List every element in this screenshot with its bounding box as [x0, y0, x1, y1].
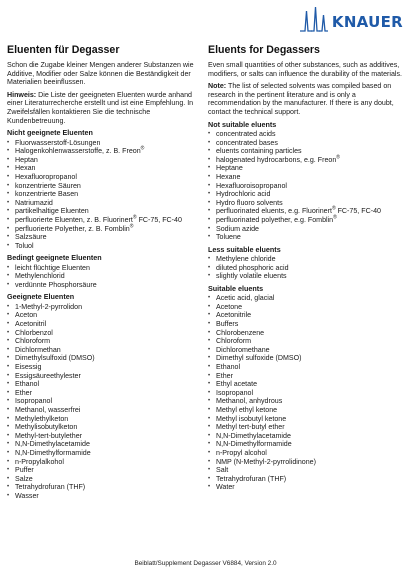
eluent-list-item: • Ethanol — [208, 363, 404, 372]
english-note-text: The list of selected solvents was compiled based on research in the pertinent literature and is only a recommendation by the manufacturer. If there is any doubt, contact the technical support. — [208, 82, 394, 116]
eluent-list-item: • Ethanol — [7, 380, 197, 389]
eluent-list-item: • Hydro fluoro solvents — [208, 199, 404, 208]
eluent-list-item: • Salzsäure — [7, 233, 197, 242]
eluent-list-item: • Isopropanol — [7, 397, 197, 406]
section-heading: Not suitable eluents — [208, 119, 277, 129]
eluent-list-item: • Methanol, anhydrous — [208, 397, 404, 406]
eluent-list-item: • Chlorbenzol — [7, 329, 197, 338]
eluent-list-item: • Dimethylsulfoxid (DMSO) — [7, 354, 197, 363]
eluent-list — [208, 294, 404, 492]
section-heading: Bedingt geeignete Eluenten — [7, 253, 102, 263]
section-heading: Less suitable eluents — [208, 244, 281, 254]
eluent-list-item: • perfluorinated polyether, e.g. Fomblin® — [208, 216, 404, 225]
eluent-list-item: • Chloroform — [7, 337, 197, 346]
eluent-list-item: • partikelhaltige Eluenten — [7, 207, 197, 216]
eluent-list-item: • Hexane — [208, 173, 404, 182]
eluent-list-item: • N,N-Dimethylformamide — [7, 449, 197, 458]
english-note — [208, 82, 404, 116]
eluent-list-item: • Tetrahydrofuran (THF) — [208, 475, 404, 484]
eluent-list-item: • Dichloromethane — [208, 346, 404, 355]
german-intro: Schon die Zugabe kleiner Mengen anderer Substanzen wie Additive, Modifier oder Salze können die Beständigkeit der Materialien beeinflussen. — [7, 61, 194, 87]
english-sections — [208, 121, 404, 492]
eluent-list-item: • Methylenchlorid — [7, 272, 197, 281]
eluent-list-item: • Ether — [7, 389, 197, 398]
eluent-list-item: • Dichlormethan — [7, 346, 197, 355]
eluent-list-item: • Acetone — [208, 303, 404, 312]
eluent-list-item: • Methylisobutylketon — [7, 423, 197, 432]
eluent-list-item: • Methylene chloride — [208, 255, 404, 264]
eluent-list-item: • Toluene — [208, 233, 404, 242]
english-note-label: Note: — [208, 82, 227, 91]
german-hint — [7, 91, 197, 125]
eluent-list-item: • Tetrahydrofuran (THF) — [7, 483, 197, 492]
eluent-list-item: • N,N-Dimethylacetamide — [7, 440, 197, 449]
eluent-list-item: • N,N-Dimethylacetamide — [208, 432, 404, 441]
eluent-list-item: • Methylethylketon — [7, 415, 197, 424]
knauer-wordmark: KNAUER — [331, 13, 403, 31]
eluent-list — [7, 264, 197, 290]
eluent-list-item: • leicht flüchtige Eluenten — [7, 264, 197, 273]
eluent-list-item: • perfluorierte Polyether, z. B. Fomblin® — [7, 225, 197, 234]
eluent-list-item: • perfluorinated eluents, e.g. Fluorinert® FC-75, FC-40 — [208, 207, 404, 216]
section-heading: Geeignete Eluenten — [7, 292, 75, 302]
eluent-list-item: • Methyl isobutyl ketone — [208, 415, 404, 424]
eluent-list-item: • Hexafluoropropanol — [7, 173, 197, 182]
eluent-list-item: • Acetonitrile — [208, 311, 404, 320]
page-footer: Beiblatt/Supplement Degasser V6884, Version 2.0 — [134, 560, 277, 567]
eluent-list-item: • Water — [208, 483, 404, 492]
eluent-list-item: • perfluorierte Eluenten, z. B. Fluorinert® FC-75, FC-40 — [7, 216, 197, 225]
eluent-list-item: • Chloroform — [208, 337, 404, 346]
eluent-list-item: • Hydrochloric acid — [208, 190, 404, 199]
eluent-list — [7, 303, 197, 501]
knauer-logo — [299, 6, 403, 32]
eluent-list-item: • Toluol — [7, 242, 197, 251]
eluent-list-item: • Heptan — [7, 156, 197, 165]
eluent-list-item: • slightly volatile eluents — [208, 272, 404, 281]
eluent-list-item: • Acetic acid, glacial — [208, 294, 404, 303]
eluent-list-item: • Hexafluoroisopropanol — [208, 182, 404, 191]
eluent-list-item: • Wasser — [7, 492, 197, 501]
eluent-list-item: • 1-Methyl-2-pyrrolidon — [7, 303, 197, 312]
eluent-list-item: • NMP (N-Methyl-2-pyrrolidinone) — [208, 458, 404, 467]
section-heading: Nicht geeignete Eluenten — [7, 128, 93, 138]
eluent-list-item: • concentrated bases — [208, 139, 404, 148]
eluent-list-item: • konzentrierte Säuren — [7, 182, 197, 191]
eluent-list-item: • Halogenkohlenwasserstoffe, z. B. Freon® — [7, 147, 197, 156]
eluent-list-item: • Salze — [7, 475, 197, 484]
eluent-list — [7, 139, 197, 251]
eluent-list-item: • Methyl ethyl ketone — [208, 406, 404, 415]
eluent-list-item: • Aceton — [7, 311, 197, 320]
eluent-list-item: • Heptane — [208, 164, 404, 173]
eluent-list-item: • n-Propylalkohol — [7, 458, 197, 467]
eluent-list-item: • Buffers — [208, 320, 404, 329]
german-hint-text: Die Liste der geeigneten Eluenten wurde anhand einer Literaturrecherche erstellt und ist eine Empfehlung. In Zweifelsfällen kontaktieren Sie die technische Kundenbetreuung. — [7, 90, 194, 125]
german-column — [7, 44, 197, 502]
knauer-peaks-icon — [299, 6, 329, 32]
eluent-list-item: • Dimethyl sulfoxide (DMSO) — [208, 354, 404, 363]
eluent-list-item: • halogenated hydrocarbons, e.g. Freon® — [208, 156, 404, 165]
eluent-list-item: • Eisessig — [7, 363, 197, 372]
eluent-list-item: • Acetonitril — [7, 320, 197, 329]
eluent-list-item: • verdünnte Phosphorsäure — [7, 281, 197, 290]
german-hint-label: Hinweis: — [7, 90, 37, 99]
eluent-list — [208, 130, 404, 242]
english-title: Eluents for Degassers — [208, 44, 320, 56]
eluent-list-item: • eluents containing particles — [208, 147, 404, 156]
eluent-list-item: • Salt — [208, 466, 404, 475]
eluent-list-item: • Sodium azide — [208, 225, 404, 234]
german-sections — [7, 129, 197, 500]
eluent-list-item: • konzentrierte Basen — [7, 190, 197, 199]
english-intro: Even small quantities of other substances, such as additives, modifiers, or salts can influence the durability of the materials. — [208, 61, 402, 78]
eluent-list-item: • Methanol, wasserfrei — [7, 406, 197, 415]
eluent-list — [208, 255, 404, 281]
eluent-list-item: • Methyl tert-butyl ether — [208, 423, 404, 432]
section-heading: Suitable eluents — [208, 283, 264, 293]
eluent-list-item: • Natriumazid — [7, 199, 197, 208]
eluent-list-item: • n-Propyl alcohol — [208, 449, 404, 458]
eluent-list-item: • concentrated acids — [208, 130, 404, 139]
eluent-list-item: • Chlorobenzene — [208, 329, 404, 338]
eluent-list-item: • N,N-Dimethylformamide — [208, 440, 404, 449]
eluent-list-item: • Ether — [208, 372, 404, 381]
eluent-list-item: • Fluorwasserstoff-Lösungen — [7, 139, 197, 148]
eluent-list-item: • Essigsäureethylester — [7, 372, 197, 381]
eluent-list-item: • diluted phosphoric acid — [208, 264, 404, 273]
german-title: Eluenten für Degasser — [7, 44, 120, 56]
eluent-list-item: • Isopropanol — [208, 389, 404, 398]
eluent-list-item: • Hexan — [7, 164, 197, 173]
eluent-list-item: • Puffer — [7, 466, 197, 475]
eluent-list-item: • Methyl-tert-butylether — [7, 432, 197, 441]
english-column — [208, 44, 404, 493]
eluent-list-item: • Ethyl acetate — [208, 380, 404, 389]
